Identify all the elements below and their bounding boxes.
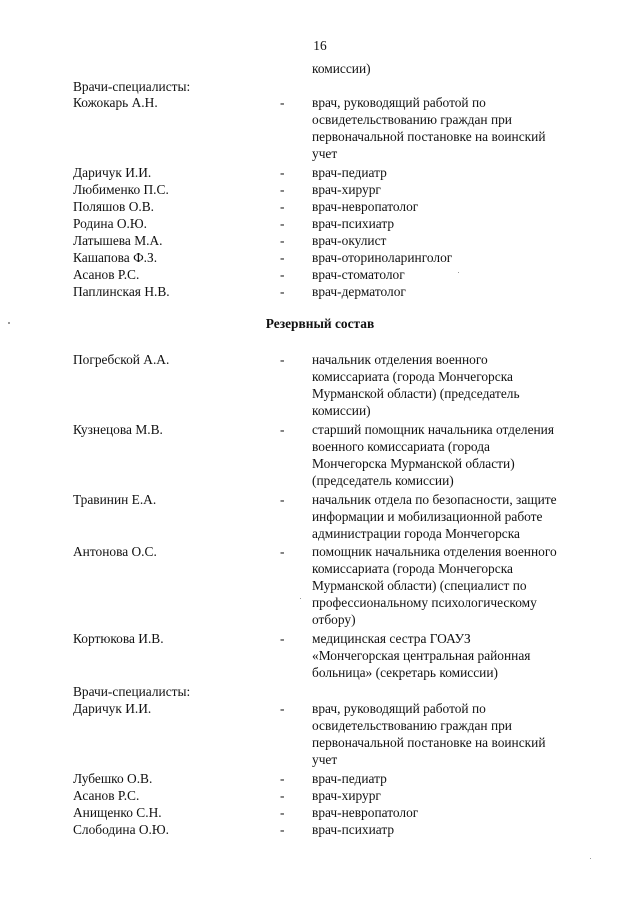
dash: - [280,544,285,559]
dash: - [280,492,285,507]
dash: - [280,788,285,803]
role-line: Мурманской области) (специалист по [312,578,527,593]
member-role: врач-оториноларинголог [312,250,453,265]
member-role: врач-дерматолог [312,284,406,299]
member-name: Латышева М.А. [73,233,163,248]
scan-speck [8,322,10,324]
role-line: Мурманской области) (председатель [312,386,520,401]
dash: - [280,216,285,231]
dash: - [280,182,285,197]
member-role: врач-окулист [312,233,387,248]
role-line: профессиональному психологическому [312,595,537,610]
dash: - [280,95,285,110]
member-role: врач-невропатолог [312,805,419,820]
role-line: (председатель комиссии) [312,473,454,488]
role-line: администрации города Мончегорска [312,526,520,541]
dash: - [280,771,285,786]
role-line: врач, руководящий работой по [312,95,486,110]
dash: - [280,165,285,180]
member-name: Асанов Р.С. [73,788,140,803]
member-role: врач-стоматолог [312,267,405,282]
member-name: Анищенко С.Н. [73,805,162,820]
role-line: Мончегорска Мурманской области) [312,456,515,471]
member-name: Паплинская Н.В. [73,284,170,299]
dash: - [280,701,285,716]
dash: - [280,250,285,265]
member-name: Кашапова Ф.З. [73,250,158,265]
member-role: врач-педиатр [312,771,387,786]
role-line: первоначальной постановке на воинский [312,129,546,144]
member-name: Лубешко О.В. [73,771,153,786]
member-name: Любименко П.С. [73,182,169,197]
member-name: Погребской А.А. [73,352,170,367]
role-line: отбору) [312,612,356,627]
specialists-header: Врачи-специалисты: [73,79,191,94]
member-name: Асанов Р.С. [73,267,140,282]
member-name: Кортюкова И.В. [73,631,164,646]
role-line: помощник начальника отделения военного [312,544,557,559]
member-name: Слободина О.Ю. [73,822,169,837]
member-name: Кожокарь А.Н. [73,95,158,110]
member-name: Антонова О.С. [73,544,157,559]
member-name: Поляшов О.В. [73,199,155,214]
role-line: первоначальной постановке на воинский [312,735,546,750]
dash: - [280,822,285,837]
role-line: комиссии) [312,403,371,418]
member-role: врач-педиатр [312,165,387,180]
role-line: комиссариата (города Мончегорска [312,369,513,384]
member-name: Родина О.Ю. [73,216,147,231]
scan-speck [590,858,591,859]
member-role: врач-хирург [312,788,381,803]
member-name: Травинин Е.А. [73,492,157,507]
role-line: больница» (секретарь комиссии) [312,665,498,680]
dash: - [280,422,285,437]
member-role: врач-невропатолог [312,199,419,214]
member-role: врач-психиатр [312,216,395,231]
role-line: военного комиссариата (города [312,439,490,454]
role-line: начальник отдела по безопасности, защите [312,492,557,507]
role-line: начальник отделения военного [312,352,488,367]
role-line: врач, руководящий работой по [312,701,486,716]
role-line: старший помощник начальника отделения [312,422,555,437]
dash: - [280,199,285,214]
member-role: врач-психиатр [312,822,395,837]
member-name: Кузнецова М.В. [73,422,163,437]
role-line: медицинская сестра ГОАУЗ [312,631,471,646]
role-line: комиссариата (города Мончегорска [312,561,513,576]
role-line: учет [312,146,338,161]
member-name: Даричук И.И. [73,165,152,180]
section-title: Резервный состав [265,316,375,331]
dash: - [280,805,285,820]
specialists-header: Врачи-специалисты: [73,684,191,699]
scan-speck [300,598,301,599]
scan-speck [458,272,459,273]
role-line: освидетельствованию граждан при [312,718,512,733]
dash: - [280,233,285,248]
member-role: врач-хирург [312,182,381,197]
role-line: учет [312,752,338,767]
role-line: освидетельствованию граждан при [312,112,512,127]
dash: - [280,267,285,282]
dash: - [280,631,285,646]
dash: - [280,352,285,367]
dash: - [280,284,285,299]
member-name: Даричук И.И. [73,701,152,716]
role-line: «Мончегорская центральная районная [312,648,531,663]
role-line: информации и мобилизационной работе [312,509,543,524]
continued-text: комиссии) [312,61,371,76]
page-number: 16 [313,38,327,53]
